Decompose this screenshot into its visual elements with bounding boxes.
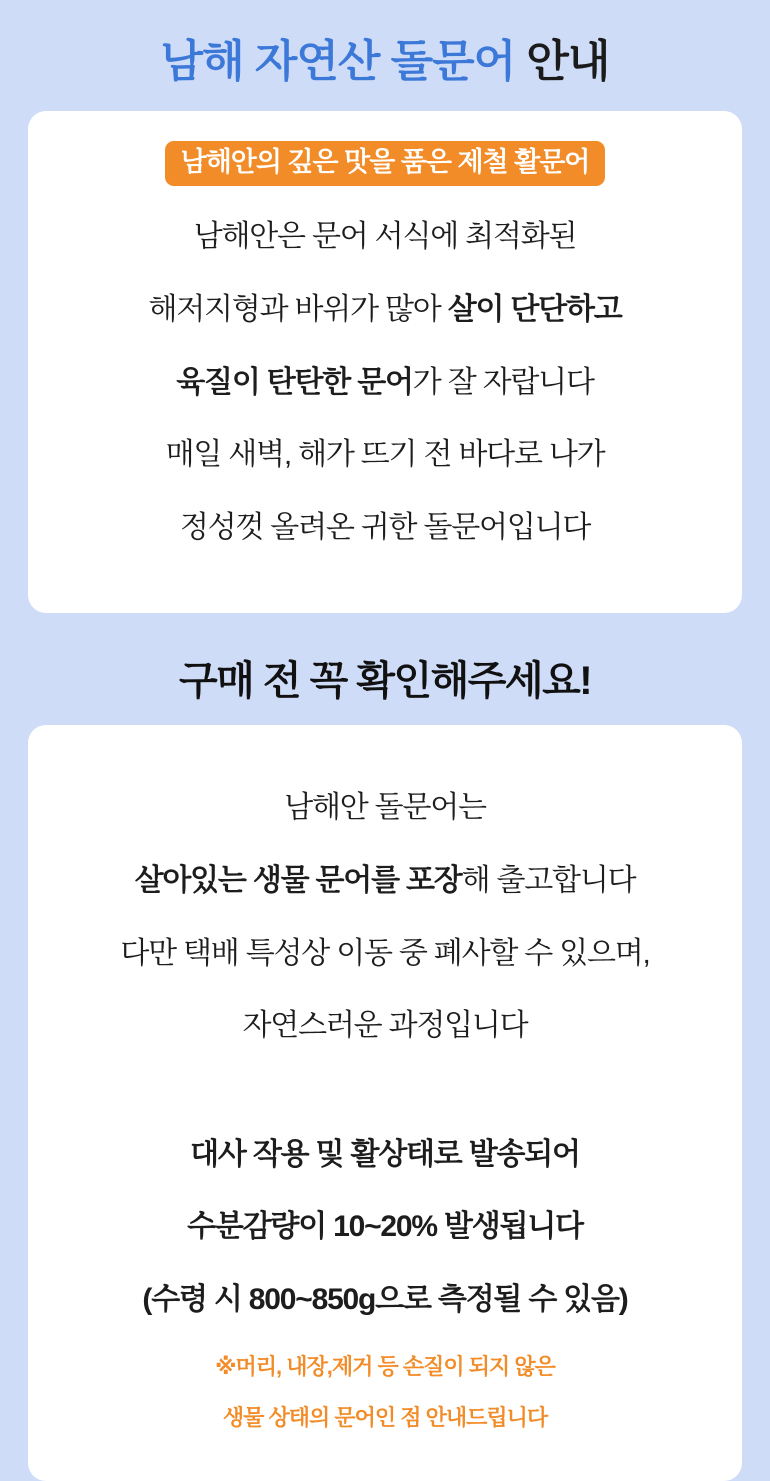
intro-line-text: 정성껏 올려온 귀한 돌문어입니다: [179, 510, 591, 544]
notice-line-text: 자연스러운 과정입니다: [242, 1009, 528, 1043]
notice-line-text: 해 출고합니다: [461, 864, 636, 898]
notice-line-text: 남해안 돌문어는: [284, 791, 486, 825]
intro-line-text: 매일 새벽, 해가 뜨기 전 바다로 나가: [165, 438, 605, 472]
weight-notice-bold: 대사 작용 및 활상태로 발송되어: [190, 1137, 580, 1171]
intro-line: [48, 216, 722, 259]
weight-notice-line: [48, 1279, 722, 1322]
page-title-plain: 안내: [526, 37, 610, 86]
notice-line-bold: 살아있는 생물 문어를 포장: [134, 864, 462, 898]
notice-line: [48, 933, 722, 976]
notice-line: [48, 787, 722, 830]
weight-notice-bold: 수분감량이 10~20% 발생됩니다: [187, 1210, 583, 1244]
highlight-badge: 남해안의 깊은 맛을 품은 제철 활문어: [165, 141, 606, 187]
footnote-line: ※머리, 내장,제거 등 손질이 되지 않은: [215, 1353, 555, 1379]
footnote-line: 생물 상태의 문어인 점 안내드립니다: [222, 1405, 548, 1431]
notice-line: [48, 1005, 722, 1048]
badge-row: [48, 141, 722, 187]
intro-line: [48, 289, 722, 332]
intro-line-text: 가 잘 자랍니다: [412, 365, 594, 399]
notice-line: [48, 860, 722, 903]
weight-notice-bold: (수령 시 800~850g으로 측정될 수 있음): [142, 1283, 628, 1317]
spacer: [48, 1078, 722, 1104]
intro-line: [48, 362, 722, 405]
page-title: [28, 36, 742, 89]
intro-line: [48, 507, 722, 550]
intro-line-bold: 육질이 탄탄한 문어: [176, 365, 413, 399]
notice-line-text: 다만 택배 특성상 이동 중 폐사할 수 있으며,: [120, 936, 650, 970]
intro-line-bold: 살이 단단하고: [447, 293, 622, 327]
intro-card: [28, 111, 742, 614]
intro-line-text: 해저지형과 바위가 많아: [148, 293, 448, 327]
intro-line: [48, 434, 722, 477]
notice-heading: 구매 전 꼭 확인해주세요!: [178, 659, 592, 704]
notice-card: [28, 725, 742, 1481]
weight-notice-line: [48, 1206, 722, 1249]
footnote-block: [48, 1352, 722, 1433]
weight-notice-line: [48, 1134, 722, 1177]
page-title-accent: 남해 자연산 돌문어: [160, 37, 516, 86]
intro-line-text: 남해안은 문어 서식에 최적화된: [193, 220, 577, 254]
